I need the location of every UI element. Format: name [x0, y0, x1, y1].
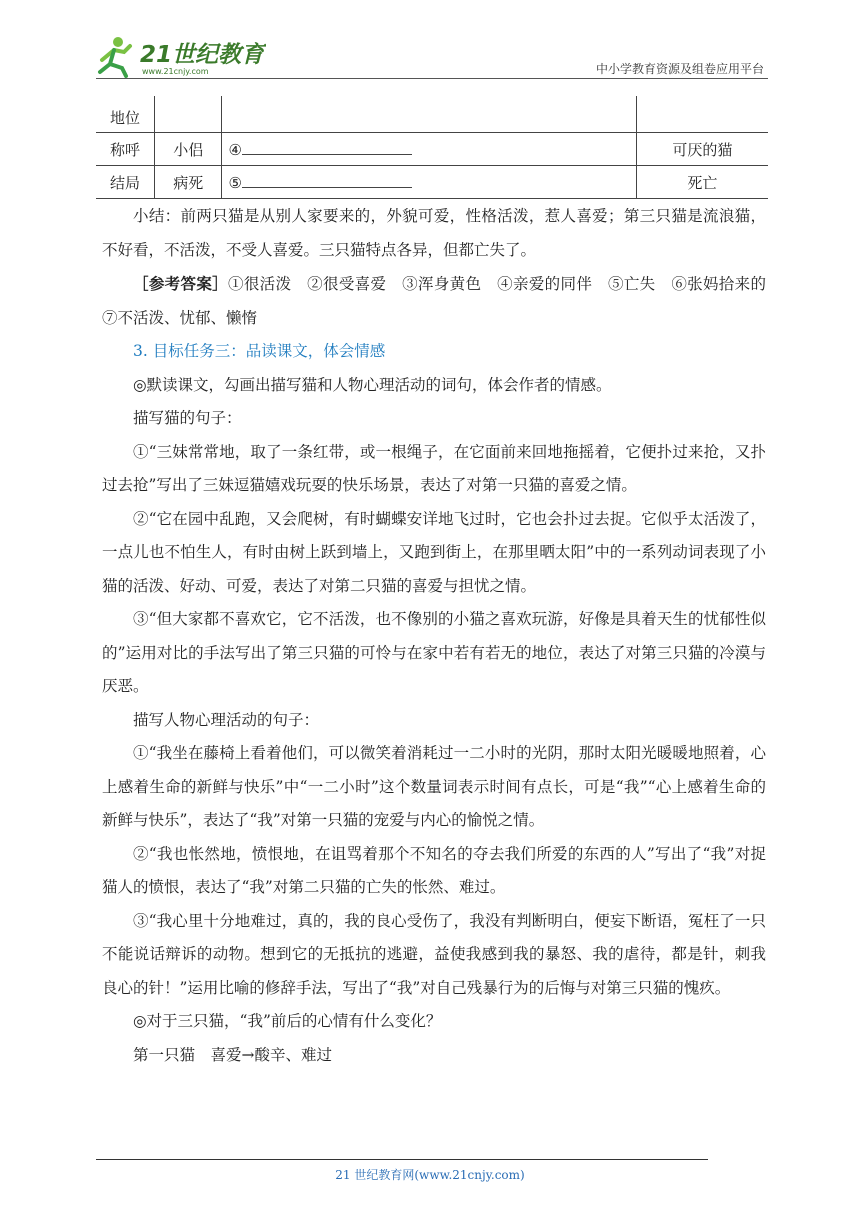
cat-sentence-1: ①“三妹常常地，取了一条红带，或一根绳子，在它面前来回地拖摇着，它便扑过来抢，又扑过去抢”写出了三妹逗猫嬉戏玩耍的快乐场景，表达了对第一只猫的喜爱之情。 — [102, 442, 766, 494]
footer-text: 21 世纪教育网(www.21cnjy.com) — [335, 1168, 525, 1182]
answer-blank — [242, 173, 412, 188]
platform-name: 中小学教育资源及组卷应用平台 — [595, 62, 764, 76]
blank-cell — [222, 133, 636, 166]
page-header — [96, 34, 764, 80]
row-label: 地位 — [96, 96, 155, 133]
cell: 病死 — [155, 166, 222, 199]
mind-sentence-1: ①“我坐在藤椅上看着他们，可以微笑着消耗过一二小时的光阴，那时太阳光暖暖地照着，心上感着生命的新鲜与快乐”中“一二小时”这个数量词表示时间有点长，可是“我”“心上感着生命的新鲜与快乐”，表达了“我”对第一只猫的宠爱与内心的愉悦之情。 — [102, 744, 766, 829]
logo-url: www.21cnjy.com — [142, 67, 209, 76]
blank-cell — [222, 166, 636, 199]
reference-answer — [102, 267, 782, 335]
table-row — [96, 166, 768, 199]
answer-label: ［参考答案］ — [133, 274, 228, 293]
cell — [222, 96, 636, 133]
cell — [636, 96, 768, 133]
runner-icon — [100, 37, 130, 76]
cell: 小侣 — [155, 133, 222, 166]
row-label: 结局 — [96, 166, 155, 199]
header-rule — [96, 78, 768, 79]
question: ◎对于三只猫，“我”前后的心情有什么变化？ — [133, 1012, 442, 1030]
table-row — [96, 133, 768, 166]
table-row — [96, 96, 768, 133]
answer-blank — [242, 140, 412, 155]
mind-sentences-heading: 描写人物心理活动的句子： — [133, 710, 320, 729]
logo — [96, 34, 266, 78]
mind-sentence-3: ③“我心里十分地难过，真的，我的良心受伤了，我没有判断明白，便妄下断语，冤枉了一只不能说话辩诉的动物。想到它的无抵抗的逃避，益使我感到我的暴怒、我的虐待，都是针，刺我良心的针！”运用比喻的修辞手法，写出了“我”对自己残暴行为的后悔与对第三只猫的愧疚。 — [102, 911, 766, 997]
cell: 死亡 — [636, 166, 768, 199]
footer-rule — [96, 1159, 708, 1160]
cat-sentence-3: ③“但大家都不喜欢它，它不活泼，也不像别的小猫之喜欢玩游，好像是具着天生的忧郁性似的”运用对比的手法写出了第三只猫的可怜与在家中若有若无的地位，表达了对第三只猫的冷漠与厌恶。 — [102, 610, 766, 695]
summary: 小结：前两只猫是从别人家要来的，外貌可爱，性格活泼，惹人喜爱；第三只猫是流浪猫，不好看，不活泼，不受人喜爱。三只猫特点各异，但都亡失了。 — [102, 207, 766, 259]
cell: 可厌的猫 — [636, 133, 768, 166]
instruction: ◎默读课文，勾画出描写猫和人物心理活动的词句，体会作者的情感。 — [133, 375, 612, 394]
row-label: 称呼 — [96, 133, 155, 166]
logo-text: 21世纪教育 — [140, 42, 265, 68]
first-cat-mood: 第一只猫 喜爱→酸辛、难过 — [133, 1045, 332, 1064]
answer-text: ①很活泼 ②很受喜爱 ③浑身黄色 ④亲爱的同伴 ⑤亡失 ⑥张妈拾来的 ⑦不活泼、忧郁、懒惰 — [102, 275, 782, 327]
cat-sentences-heading: 描写猫的句子： — [133, 409, 242, 427]
blank-number: ④ — [228, 140, 242, 159]
document-body — [102, 200, 782, 1072]
blank-number: ⑤ — [228, 173, 242, 192]
mind-sentence-2: ②“我也怅然地，愤恨地，在诅骂着那个不知名的夺去我们所爱的东西的人”写出了“我”对捉猫人的愤恨，表达了“我”对第二只猫的亡失的怅然、难过。 — [102, 844, 766, 896]
cat-sentence-2: ②“它在园中乱跑，又会爬树，有时蝴蝶安详地飞过时，它也会扑过去捉。它似乎太活泼了，一点儿也不怕生人，有时由树上跃到墙上，又跑到街上，在那里晒太阳”中的一系列动词表现了小猫的活泼、好动、可爱，表达了对第二只猫的喜爱与担忧之情。 — [102, 509, 766, 595]
cell — [155, 96, 222, 133]
task-heading: 3. 目标任务三：品读课文，体会情感 — [133, 342, 386, 360]
cat-comparison-table — [96, 96, 768, 199]
